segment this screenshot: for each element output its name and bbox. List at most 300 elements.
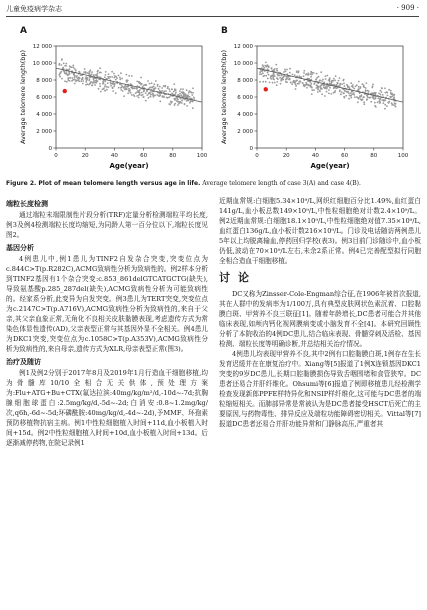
- reference-point: [263, 75, 265, 77]
- reference-point: [303, 75, 305, 77]
- reference-point: [128, 88, 130, 90]
- reference-point: [64, 72, 66, 74]
- y-tick-label: 12 000: [233, 44, 253, 50]
- reference-point: [163, 85, 165, 87]
- reference-point: [85, 78, 87, 80]
- reference-point: [136, 88, 138, 90]
- reference-point: [285, 70, 287, 72]
- reference-point: [323, 85, 325, 87]
- reference-point: [113, 73, 115, 75]
- paragraph: 通过端粒末端限制性片段分析(TRF)定量分析检测端粒平均长度,例3及例4检测端粒长度均缩短,为同龄人第一百分位以下,端粒长度见图2。: [6, 211, 208, 239]
- reference-point: [276, 84, 278, 86]
- reference-point: [149, 83, 151, 85]
- reference-point: [182, 88, 184, 90]
- reference-point: [192, 87, 194, 89]
- reference-point: [186, 100, 188, 102]
- x-tick-label: 40: [110, 153, 118, 159]
- y-tick-label: 10 000: [233, 61, 253, 67]
- reference-point: [152, 93, 154, 95]
- reference-point: [319, 91, 321, 93]
- y-tick-label: 4 000: [237, 112, 253, 118]
- reference-point: [91, 84, 93, 86]
- reference-point: [189, 96, 191, 98]
- panel-letter: A: [20, 26, 27, 36]
- reference-point: [164, 86, 166, 88]
- reference-point: [127, 86, 129, 88]
- reference-point: [338, 80, 340, 82]
- reference-point: [282, 79, 284, 81]
- reference-point: [190, 91, 192, 93]
- reference-point: [188, 92, 190, 94]
- reference-point: [145, 100, 147, 102]
- reference-point: [274, 82, 276, 84]
- reference-point: [339, 77, 341, 79]
- reference-point: [68, 77, 70, 79]
- reference-point: [74, 77, 76, 79]
- reference-point: [267, 78, 269, 80]
- reference-point: [321, 93, 323, 95]
- reference-point: [358, 86, 360, 88]
- reference-point: [100, 72, 102, 74]
- reference-point: [310, 71, 312, 73]
- reference-point: [143, 89, 145, 91]
- reference-point: [372, 85, 374, 87]
- reference-point: [110, 82, 112, 84]
- reference-point: [386, 105, 388, 107]
- reference-point: [85, 76, 87, 78]
- reference-point: [61, 78, 63, 80]
- reference-point: [64, 80, 66, 82]
- reference-point: [98, 88, 100, 90]
- reference-point: [383, 99, 385, 101]
- reference-point: [139, 82, 141, 84]
- reference-point: [154, 88, 156, 90]
- reference-point: [177, 94, 179, 96]
- reference-point: [109, 76, 111, 78]
- reference-point: [329, 77, 331, 79]
- reference-point: [110, 85, 112, 87]
- reference-point: [93, 74, 95, 76]
- reference-point: [286, 81, 288, 83]
- discussion-title: 讨论: [219, 271, 257, 284]
- reference-point: [159, 86, 161, 88]
- reference-point: [333, 84, 335, 86]
- reference-point: [328, 93, 330, 95]
- reference-point: [97, 70, 99, 72]
- reference-point: [386, 92, 388, 94]
- paragraph: DC又称为Zinsser-Cole-Engman综合征,在1906年被首次报道,其在人群中的发病率为1/100万,具有典型皮肤网状色素沉着、口腔黏膜白斑、甲营养不良三联征[1]。随着年龄增长,DC患者可能合并其他临床表现,如颅内钙化视网膜病变或小脑发育不全[4]。本研究回顾性分析了本院收治的4例DC患儿,结合临床表现、骨髓穿刺及活检、基因检测、端粒长度等明确诊断,并总结相关治疗情况。: [219, 290, 421, 348]
- reference-point: [102, 88, 104, 90]
- reference-point: [90, 81, 92, 83]
- reference-point: [350, 92, 352, 94]
- reference-point: [300, 76, 302, 78]
- reference-point: [384, 87, 386, 89]
- reference-point: [174, 88, 176, 90]
- reference-point: [363, 103, 365, 105]
- reference-point: [161, 87, 163, 89]
- reference-point: [363, 96, 365, 98]
- reference-point: [303, 70, 305, 72]
- reference-point: [104, 86, 106, 88]
- reference-point: [71, 77, 73, 79]
- reference-point: [168, 103, 170, 105]
- reference-point: [391, 93, 393, 95]
- reference-point: [381, 87, 383, 89]
- patient-point: [264, 87, 268, 91]
- reference-point: [390, 90, 392, 92]
- reference-point: [372, 84, 374, 86]
- reference-point: [377, 101, 379, 103]
- reference-point: [371, 93, 373, 95]
- reference-point: [350, 97, 352, 99]
- reference-point: [175, 91, 177, 93]
- reference-point: [318, 86, 320, 88]
- reference-point: [331, 81, 333, 83]
- reference-point: [340, 94, 342, 96]
- reference-point: [114, 77, 116, 79]
- trend-line: [257, 68, 403, 102]
- reference-point: [374, 105, 376, 107]
- paragraph: 4例患儿中,例1患儿为TINF2自发杂合突变,突变位点为c.844C>T(p.R282C),ACMG致病性分析为致病性的。例2样本分析到TINF2基因有1个杂合突变:c.853_861delGTCATGCTG(缺失),导致氨基酸p.285_287del(缺失),ACMG致病性分析为可能致病性的。经家系分析,此变异为自发突变。例3患儿为TERT突变,突变位点为c.2147C>T(p.A716V),ACMG致病性分析为致病性的,来自于父亲,其父亲血象正常,无角化不良相关皮肤黏膜表现,考虑遗传方式为常染色体显性遗传(AD),父亲表型正常与其基因外显不全相关。例4患儿为DKC1突变,突变位点为c.1058C>T(p.A353V),ACMG致病性分析为致病性的,来自母亲,遗传方式为XLR,母亲表型正常(图3)。: [6, 255, 208, 353]
- reference-point: [72, 79, 74, 81]
- reference-point: [120, 89, 122, 91]
- reference-point: [192, 92, 194, 94]
- reference-point: [79, 77, 81, 79]
- reference-point: [286, 78, 288, 80]
- reference-point: [393, 98, 395, 100]
- reference-point: [141, 92, 143, 94]
- reference-point: [183, 95, 185, 97]
- reference-point: [136, 91, 138, 93]
- reference-point: [121, 78, 123, 80]
- reference-point: [286, 69, 288, 71]
- reference-point: [71, 66, 73, 68]
- reference-point: [193, 98, 195, 100]
- reference-point: [147, 80, 149, 82]
- reference-point: [140, 77, 142, 79]
- reference-point: [311, 86, 313, 88]
- reference-point: [59, 73, 61, 75]
- caption-title: Figure 2. Plot of mean telomere length versus age in life.: [6, 180, 201, 187]
- reference-point: [295, 88, 297, 90]
- reference-point: [373, 98, 375, 100]
- y-tick-label: 10 000: [32, 61, 52, 67]
- reference-point: [343, 93, 345, 95]
- reference-point: [139, 93, 141, 95]
- section-title-treatment: 治疗及随访: [6, 358, 41, 366]
- right-column: [219, 196, 421, 429]
- reference-point: [384, 104, 386, 106]
- reference-point: [151, 82, 153, 84]
- reference-point: [319, 79, 321, 81]
- reference-point: [289, 72, 291, 74]
- reference-point: [387, 95, 389, 97]
- reference-point: [309, 81, 311, 83]
- reference-point: [99, 85, 101, 87]
- page-number: · 909 ·: [396, 4, 419, 12]
- reference-point: [361, 99, 363, 101]
- reference-point: [317, 88, 319, 90]
- y-tick-label: 2 000: [36, 129, 52, 135]
- reference-point: [391, 96, 393, 98]
- left-column: [6, 198, 208, 448]
- reference-point: [377, 97, 379, 99]
- reference-point: [280, 83, 282, 85]
- reference-point: [391, 104, 393, 106]
- reference-point: [310, 76, 312, 78]
- reference-point: [176, 98, 178, 100]
- paragraph: 近期血常规:白细胞5.34×10⁹/L,网织红细胞百分比1.49%,血红蛋白141g/L,血小板总数149×10⁹/L,中性粒细胞绝对计数2.4×10⁹/L。例2近期血常规:白细胞18.1×10⁹/L,中性粒细胞绝对值7.35×10⁹/L,血红蛋白136g/L,血小板计数216×10⁹/L。门诊及电话随访两例患儿5年以上均脱离输血,停药回归学校(表3)。例3目前门诊随诊中,血小板仍低,波动在70×10⁹/L左右,未余2系正常。例4已完善配型拟行同胞全相合造血干细胞移植。: [219, 197, 421, 265]
- reference-point: [268, 74, 270, 76]
- reference-point: [365, 87, 367, 89]
- reference-point: [131, 75, 133, 77]
- reference-point: [307, 74, 309, 76]
- reference-point: [173, 91, 175, 93]
- reference-point: [168, 96, 170, 98]
- figure-2: [0, 26, 427, 176]
- reference-point: [138, 97, 140, 99]
- reference-point: [136, 95, 138, 97]
- reference-point: [343, 79, 345, 81]
- reference-point: [65, 63, 67, 65]
- reference-point: [155, 80, 157, 82]
- reference-point: [315, 78, 317, 80]
- reference-point: [379, 99, 381, 101]
- reference-point: [82, 80, 84, 82]
- reference-point: [106, 89, 108, 91]
- reference-point: [181, 100, 183, 102]
- reference-point: [306, 83, 308, 85]
- reference-point: [148, 97, 150, 99]
- reference-point: [306, 87, 308, 89]
- reference-point: [366, 95, 368, 97]
- reference-point: [61, 58, 63, 60]
- reference-point: [86, 79, 88, 81]
- reference-point: [80, 80, 82, 82]
- reference-point: [89, 78, 91, 80]
- x-tick-label: 60: [341, 153, 349, 159]
- reference-point: [190, 100, 192, 102]
- panel-b: [215, 26, 415, 176]
- reference-point: [298, 81, 300, 83]
- reference-point: [343, 83, 345, 85]
- reference-point: [352, 84, 354, 86]
- reference-point: [74, 68, 76, 70]
- reference-point: [287, 76, 289, 78]
- reference-point: [294, 82, 296, 84]
- reference-point: [302, 82, 304, 84]
- reference-point: [374, 102, 376, 104]
- reference-point: [341, 91, 343, 93]
- reference-point: [126, 74, 128, 76]
- reference-point: [347, 91, 349, 93]
- reference-point: [152, 86, 154, 88]
- reference-point: [260, 70, 262, 72]
- reference-point: [153, 83, 155, 85]
- scatter-chart-b: [215, 26, 415, 176]
- reference-point: [118, 87, 120, 89]
- reference-point: [346, 84, 348, 86]
- reference-point: [88, 72, 90, 74]
- reference-point: [273, 69, 275, 71]
- y-axis-label: Average telomere length(bp): [19, 49, 27, 145]
- reference-point: [180, 95, 182, 97]
- reference-point: [171, 101, 173, 103]
- reference-point: [366, 82, 368, 84]
- y-tick-label: 0: [48, 146, 52, 152]
- reference-point: [271, 74, 273, 76]
- reference-point: [276, 77, 278, 79]
- reference-point: [159, 101, 161, 103]
- reference-point: [279, 77, 281, 79]
- reference-point: [178, 101, 180, 103]
- reference-point: [91, 71, 93, 73]
- reference-point: [102, 82, 104, 84]
- reference-point: [105, 74, 107, 76]
- reference-point: [330, 93, 332, 95]
- reference-point: [94, 80, 96, 82]
- reference-point: [324, 95, 326, 97]
- reference-point: [108, 76, 110, 78]
- reference-point: [357, 101, 359, 103]
- reference-point: [69, 73, 71, 75]
- reference-point: [150, 94, 152, 96]
- reference-point: [361, 83, 363, 85]
- reference-point: [74, 83, 76, 85]
- reference-point: [67, 74, 69, 76]
- reference-point: [183, 92, 185, 94]
- reference-point: [363, 86, 365, 88]
- reference-point: [358, 81, 360, 83]
- reference-point: [99, 67, 101, 69]
- reference-point: [108, 78, 110, 80]
- reference-point: [311, 89, 313, 91]
- reference-point: [174, 98, 176, 100]
- reference-point: [121, 84, 123, 86]
- reference-point: [378, 93, 380, 95]
- reference-point: [179, 90, 181, 92]
- reference-point: [348, 98, 350, 100]
- reference-point: [311, 74, 313, 76]
- reference-point: [264, 67, 266, 69]
- x-tick-label: 0: [54, 153, 58, 159]
- reference-point: [313, 72, 315, 74]
- x-tick-label: 100: [397, 153, 409, 159]
- x-tick-label: 100: [196, 153, 208, 159]
- reference-point: [265, 75, 267, 77]
- reference-point: [184, 103, 186, 105]
- reference-point: [133, 87, 135, 89]
- reference-point: [329, 87, 331, 89]
- reference-point: [113, 86, 115, 88]
- reference-point: [60, 71, 62, 73]
- paragraph: 4例患儿均表现甲营养不良,其中2例有口腔黏膜白斑,1例存在生长发育迟缓并在在康复治疗中。Xiang等[5]报道了1例X连锁基因DKC1突变的9岁DC患儿,长期口腔黏膜损伤导致舌咽围堵和食管狭窄。DC患者还易合并肝纤维化。Ohsumi等[6]报道了例即移植患儿经检测学检查发现新郎PPFE样特异化和NSIP样纤维化,这可能与DC患者的端粒缩短相关。而肺部异常是常被认为是DC患者接受HSCT后死亡的主要原因,与药物毒性、排异反应及端粒功能障碍密切相关。Vittal等[7]报道DC患者还易合并肝功能异常和门静脉高压,严重者其: [219, 350, 421, 428]
- reference-point: [325, 75, 327, 77]
- reference-point: [379, 102, 381, 104]
- reference-point: [384, 108, 386, 110]
- reference-point: [267, 72, 269, 74]
- reference-point: [173, 83, 175, 85]
- reference-point: [350, 95, 352, 97]
- reference-point: [145, 92, 147, 94]
- reference-point: [108, 73, 110, 75]
- reference-point: [323, 82, 325, 84]
- reference-point: [265, 81, 267, 83]
- reference-point: [185, 95, 187, 97]
- y-tick-label: 8 000: [36, 78, 52, 84]
- reference-point: [181, 102, 183, 104]
- reference-point: [111, 76, 113, 78]
- reference-point: [163, 90, 165, 92]
- reference-point: [393, 94, 395, 96]
- panel-letter: B: [221, 26, 228, 36]
- reference-point: [176, 100, 178, 102]
- reference-point: [352, 93, 354, 95]
- section-title-telomere: 端粒长度检测: [6, 200, 48, 208]
- reference-point: [353, 88, 355, 90]
- y-tick-label: 12 000: [32, 44, 52, 50]
- reference-point: [275, 64, 277, 66]
- reference-point: [344, 97, 346, 99]
- reference-point: [284, 69, 286, 71]
- reference-point: [108, 86, 110, 88]
- reference-point: [169, 90, 171, 92]
- reference-point: [295, 85, 297, 87]
- reference-point: [296, 71, 298, 73]
- reference-point: [310, 73, 312, 75]
- reference-point: [294, 74, 296, 76]
- reference-point: [333, 78, 335, 80]
- reference-point: [280, 80, 282, 82]
- reference-point: [262, 72, 264, 74]
- reference-point: [336, 82, 338, 84]
- reference-point: [369, 97, 371, 99]
- reference-point: [123, 95, 125, 97]
- x-tick-label: 20: [81, 153, 89, 159]
- reference-point: [150, 87, 152, 89]
- reference-point: [318, 76, 320, 78]
- y-tick-label: 6 000: [36, 95, 52, 101]
- reference-point: [69, 77, 71, 79]
- reference-point: [334, 80, 336, 82]
- reference-point: [160, 94, 162, 96]
- header-rule: [6, 16, 419, 17]
- x-tick-label: 80: [169, 153, 177, 159]
- reference-point: [380, 94, 382, 96]
- paragraph: 例1及例2分别于2017年8月及2019年1月行造血干细胞移植,均为骨髓库10/10全相合无关供体,预处理方案为:Flu+ATG+Bu+CTX(氟达拉滨:40mg/kg/m²/d,-10d~-7d;抗胸腺细胞球蛋白:2.5mg/kg/d,-5d~-2d;白消安:0.8~1.2mg/kg/次,q6h,-6d~-5d;环磷酰胺:40mg/kg/d,-4d~-2d),予MMF、环孢素预防移植物抗宿主病。例1中性粒细胞植入时间+11d,血小板植入时间+15d。例2中性粒细胞植入时间+10d,血小板植入时间+13d。后逐渐减停药物,在院记录例1: [6, 369, 208, 447]
- reference-point: [391, 102, 393, 104]
- reference-point: [177, 104, 179, 106]
- reference-point: [128, 75, 130, 77]
- reference-point: [325, 86, 327, 88]
- reference-point: [114, 83, 116, 85]
- y-tick-label: 6 000: [237, 95, 253, 101]
- reference-point: [92, 82, 94, 84]
- reference-point: [360, 95, 362, 97]
- reference-point: [112, 87, 114, 89]
- reference-point: [345, 95, 347, 97]
- reference-point: [76, 79, 78, 81]
- reference-point: [175, 93, 177, 95]
- reference-point: [88, 84, 90, 86]
- reference-point: [289, 68, 291, 70]
- reference-point: [84, 68, 86, 70]
- x-tick-label: 40: [311, 153, 319, 159]
- reference-point: [186, 105, 188, 107]
- reference-point: [120, 87, 122, 89]
- reference-point: [270, 78, 272, 80]
- reference-point: [316, 73, 318, 75]
